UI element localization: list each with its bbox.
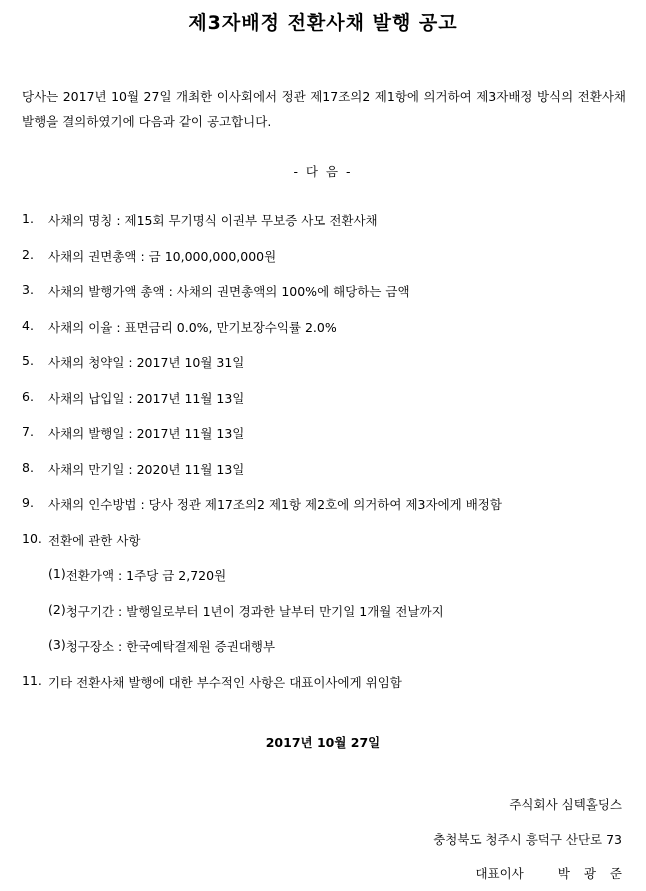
list-item [22, 353, 632, 389]
list-item [22, 247, 632, 283]
item-number: 10. [22, 530, 42, 546]
sub-item-number: (1) [48, 566, 66, 581]
item-text: 사채의 이율 : 표면금리 0.0%, 만기보장수익률 2.0% [48, 319, 337, 335]
item-text: 사채의 인수방법 : 당사 정관 제17조의2 제1항 제2호에 의거하여 제3자에게 배정함 [48, 497, 502, 512]
sub-item-number: (2) [48, 601, 66, 617]
item-text: 사채의 발행가액 총액 : 사채의 권면총액의 100%에 해당하는 금액 [48, 284, 410, 299]
item-text: 사채의 납입일 : 2017년 11월 13일 [48, 390, 245, 406]
list-item [22, 211, 632, 247]
ceo-name: 박광준 [557, 866, 636, 881]
list-item [22, 282, 632, 318]
notice-date: 2017년 10월 27일 [265, 735, 381, 750]
item-text: 사채의 명칭 : 제15회 무기명식 이권부 무보증 사모 전환사채 [48, 213, 378, 228]
sub-item-number: (3) [48, 637, 66, 652]
item-text: 사채의 발행일 : 2017년 11월 13일 [48, 426, 245, 441]
item-number: 11. [22, 672, 42, 688]
item-text: 사채의 청약일 : 2017년 10월 31일 [48, 355, 245, 370]
sub-item-text: 청구장소 : 한국예탁결제원 증권대행부 [65, 639, 276, 654]
list-item [22, 389, 632, 425]
section-heading: - 다 음 - [293, 164, 353, 179]
company-address: 충청북도 청주시 흥덕구 산단로 73 [433, 832, 622, 847]
intro-paragraph: 당사는 2017년 10월 27일 개최한 이사회에서 정관 제17조의2 제1항에 의거하여 제3자배정 방식의 전환사채 발행을 결의하였기에 다음과 같이 공고합니다. [22, 89, 626, 129]
list-item [22, 531, 632, 567]
item-number: 9. [22, 495, 34, 510]
item-text: 사채의 만기일 : 2020년 11월 13일 [48, 461, 245, 477]
list-item [22, 424, 632, 460]
ceo-signature [475, 864, 636, 882]
item-text: 사채의 권면총액 : 금 10,000,000,000원 [48, 248, 277, 264]
sub-list-item [22, 602, 632, 638]
list-item [22, 495, 632, 531]
company-name: 주식회사 심텍홀딩스 [509, 797, 622, 812]
document-title: 제3자배정 전환사채 발행 공고 [188, 12, 458, 34]
terms-list [22, 211, 632, 708]
sub-list-item [22, 566, 632, 602]
item-number: 8. [22, 459, 34, 475]
list-item [22, 673, 632, 709]
item-number: 4. [22, 317, 34, 333]
item-number: 6. [22, 388, 34, 404]
item-number: 1. [22, 211, 34, 226]
list-item [22, 318, 632, 354]
ceo-label: 대표이사 [475, 866, 524, 881]
sub-item-text: 청구기간 : 발행일로부터 1년이 경과한 날부터 만기일 1개월 전날까지 [65, 603, 444, 619]
item-number: 5. [22, 353, 34, 368]
sub-list-item [22, 637, 632, 673]
list-item [22, 460, 632, 496]
item-number: 7. [22, 424, 34, 439]
item-text: 기타 전환사채 발행에 대한 부수적인 사항은 대표이사에게 위임함 [48, 674, 402, 690]
item-text: 전환에 관한 사항 [48, 532, 141, 548]
item-number: 2. [22, 246, 34, 262]
item-number: 3. [22, 282, 34, 297]
sub-item-text: 전환가액 : 1주당 금 2,720원 [65, 568, 227, 583]
